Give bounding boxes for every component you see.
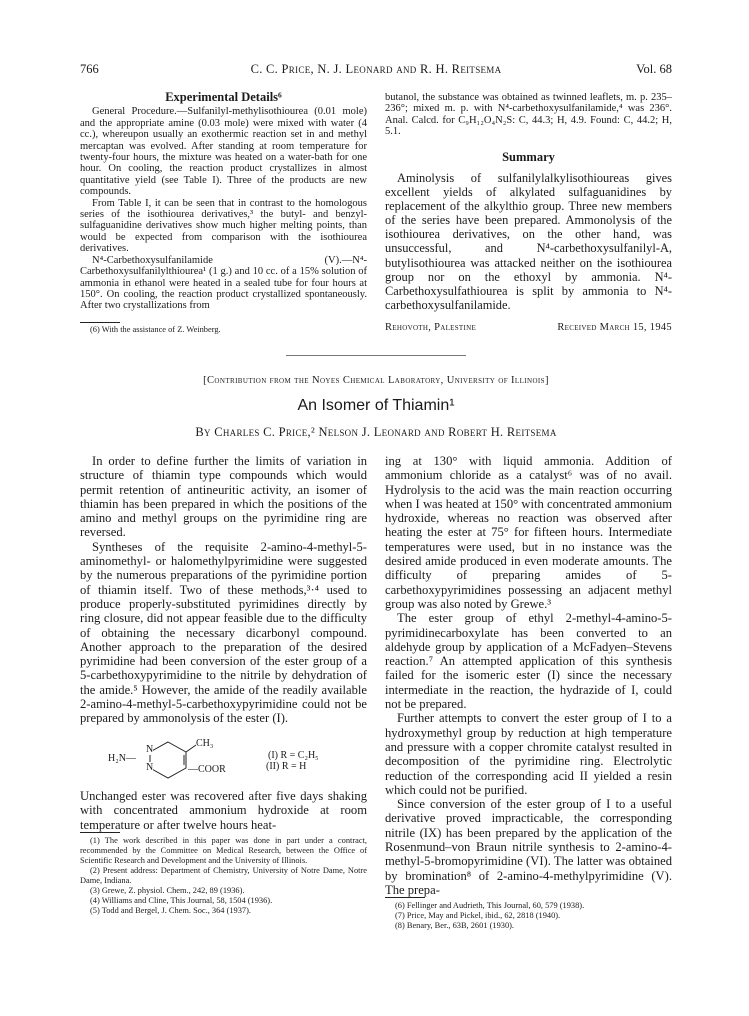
paragraph: In order to define further the limits of variation in structure of thiamin type compounds which would permit retention of antineuritic activity, an isomer of thiamin has been prepared in which the positions of the amino and methyl groups on the pyrimidine ring are reversed.: [80, 454, 367, 540]
footnote: (3) Grewe, Z. physiol. Chem., 242, 89 (1936).: [90, 886, 245, 895]
footnote: (7) Price, May and Pickel, ibid., 62, 2818 (1940).: [395, 911, 561, 920]
footnote: (6) Fellinger and Audrieth, This Journal, 60, 579 (1938).: [395, 901, 585, 910]
left-footnotes: [80, 836, 367, 916]
paragraph: General Procedure.—Sulfanilyl-methylisothiourea (0.01 mole) and the appropriate amine (0.03 mole) were mixed with water (4 cc.), whereupon usually an exothermic reaction set in and methyl mercaptan was evolved. After standing at room temperature for twenty-four hours, the mixture was heated on a water-bath for one hour. On cooling, the reaction product crystallizes in almost quantitative yield (see Table I). Three of the products are new compounds.: [80, 106, 367, 198]
footnote: (6) With the assistance of Z. Weinberg.: [90, 325, 221, 334]
right-footnotes: [385, 901, 672, 931]
paragraph: butanol, the substance was obtained as twinned leaflets, m. p. 235–236°; mixed m. p. with N⁴-carbethoxysulfanilamide,⁴ was 236°. Anal. Calcd. for C₉H₁₂O₄N₂S: C, 44.3; H, 4.9. Found: C, 44.2; H, 5.1.: [385, 92, 672, 138]
running-head-authors: C. C. Price, N. J. Leonard and R. H. Reitsema: [250, 62, 502, 76]
footnote: (4) Williams and Cline, This Journal, 58, 1504 (1936).: [90, 896, 273, 905]
paragraph: The ester group of ethyl 2-methyl-4-amino-5-pyrimidinecarboxylate has been converted to an aldehyde group by application of a McFadyen–Stevens reaction.⁷ An attempted application of this synthesis failed for the isomeric ester (I) since the necessary intermediate in the reaction, the hydrazide of I, could not be prepared.: [385, 611, 672, 712]
paragraph: N⁴-Carbethoxysulfanilamide (V).—N⁴-Carbethoxysulfanilylthiourea¹ (1 g.) and 10 cc. of a 15% solution of ammonia in ethanol were heated in a sealed tube for four hours at 150°. On cooling, the reaction product crystallized spontaneously. After two crystallizations from: [80, 254, 367, 312]
paragraph: ing at 130° with liquid ammonia. Addition of ammonium chloride as a catalyst⁶ was of no avail. Hydrolysis to the acid was the main reaction occurring when I was heated at 150° with concentrated ammonium hydroxide, whereas no reaction was observed after heating the ester at 75° for fifteen hours. Intermediate temperatures were used, but in no instance was the desired amide produced in even moderate amounts. The difficulty of preparing amides of 5-carbethoxypyrimidines possessing an adjacent methyl group was also noted by Grewe.³: [385, 454, 672, 611]
footnote: (8) Benary, Ber., 63B, 2601 (1930).: [395, 921, 515, 930]
volume-label: Vol. 68: [636, 62, 672, 76]
pyrimidine-ring-svg: [80, 738, 260, 782]
summary-section: [385, 150, 672, 312]
experimental-column: [80, 92, 367, 312]
ester-label: —COOR: [188, 764, 226, 775]
top-right-column: [385, 92, 672, 138]
ring-nitrogen-bottom: N: [146, 762, 154, 773]
compound-i-label: (I) R = C₂H₅: [268, 750, 319, 761]
contribution-line: [Contribution from the Noyes Chemical Laboratory, University of Illinois]: [203, 375, 549, 386]
experimental-heading: Experimental Details⁶: [165, 90, 282, 104]
left-column: [80, 454, 367, 726]
footnote: (1) The work described in this paper was done in part under a contract, recommended by the Committee on Medical Research, between the Office of Scientific Research and Development and the University of Illinois.: [80, 836, 367, 865]
footnote: (5) Todd and Bergel, J. Chem. Soc., 364 (1937).: [90, 906, 252, 915]
amino-label: H₂N—: [108, 753, 136, 764]
methyl-label: CH₃: [196, 738, 214, 749]
article-title: An Isomer of Thiamin¹: [297, 397, 455, 414]
paragraph: From Table I, it can be seen that in contrast to the homologous series of the isothiourea derivatives,³ the butyl- and benzyl-sulfaguanidine derivatives show much higher melting points, than would be expected from comparison with the isothiourea derivatives.: [80, 197, 367, 255]
paragraph: Syntheses of the requisite 2-amino-4-methyl-5-aminomethyl- or halomethylpyrimidine were suggested by the numerous preparations of the pyrimidine portion of thiamin itself. Two of these methods,³·⁴ used to produce properly-substituted pyrimidines directly by ring closure, did not appear feasible due to the difficulty of obtaining the necessary dicarbonyl compound. Another approach to the preparation of the desired pyrimidine had been conversion of the ester group of a 5-carbethoxypyrimidine to the nitrile by dehydration of the amide.⁵ However, the amide of the readily available 2-amino-4-methyl-5-carbethoxypyrimidine could not be prepared by ammonolysis of the ester (I).: [80, 539, 367, 726]
summary-heading: Summary: [502, 150, 555, 164]
footnote-rule: [385, 897, 425, 898]
paragraph: Further attempts to convert the ester group of I to a hydroxymethyl group by reduction at high temperature and pressure with a copper chromite catalyst resulted in decomposition of the pyrimidine ring. Electrolytic reduction of the corresponding acid II yielded a resin which could not be purified.: [385, 711, 672, 797]
pyrimidine-structure: [80, 738, 376, 782]
compound-ii-label: (II) R = H: [266, 761, 307, 772]
summary-text: Aminolysis of sulfanilylalkylisothioureas gives excellent yields of alkylated sulfaguanidines by replacement of the alkylthio group. Three new members of the series have been prepared. Ammonolysis of the isothiourea derivatives, on the other hand, was unsuccessful, and N⁴-carbethoxysulfanilyl-A, butylisothiourea was attacked neither on the isothiourea group nor on the ethoxyl by ammonia. N⁴-Carbethoxysulfathiourea is split by ammonia to N⁴-carbethoxysulfanilamide.: [385, 171, 672, 312]
paragraph: Since conversion of the ester group of I to a useful derivative proved impracticable, the corresponding nitrile (IX) has been prepared by the application of the Rosenmund–von Braun nitrile synthesis to 2-amino-4-methyl-5-bromopyrimidine (VI). The latter was obtained by bromination⁸ of 2-amino-4-methylpyrimidine (V). The prepa-: [385, 797, 672, 897]
article-separator: [286, 355, 466, 356]
footnote-rule: [80, 322, 120, 323]
paragraph: Unchanged ester was recovered after five days shaking with concentrated ammonium hydroxide at room temperature or after twelve hours heat-: [80, 789, 367, 832]
ring-nitrogen-top: N: [146, 744, 154, 755]
page-number: 766: [80, 62, 99, 76]
footnote-rule: [80, 832, 120, 833]
location: Rehovoth, Palestine: [385, 322, 477, 333]
received-date: Received March 15, 1945: [557, 322, 672, 333]
left-column-continued: [80, 789, 367, 832]
right-column: [385, 454, 672, 897]
footnote: (2) Present address: Department of Chemistry, University of Notre Dame, Notre Dame, Indiana.: [80, 866, 367, 885]
running-head: [80, 62, 672, 78]
byline: By Charles C. Price,² Nelson J. Leonard and Robert H. Reitsema: [195, 425, 557, 439]
